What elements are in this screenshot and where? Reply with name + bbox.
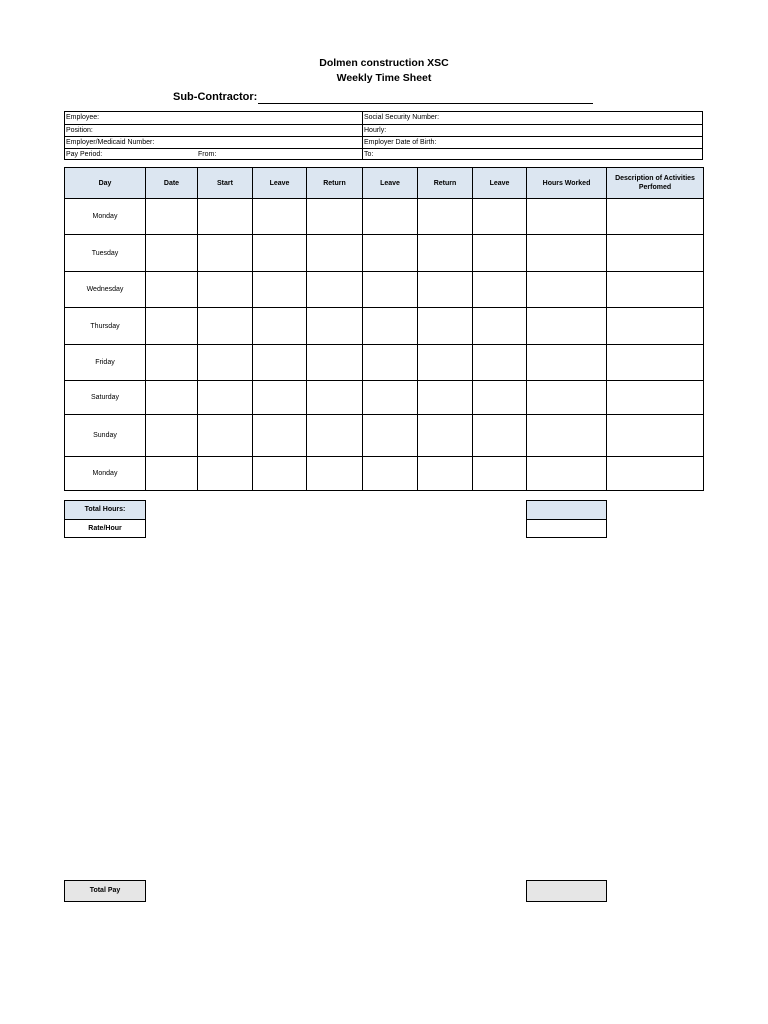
day-label: Monday xyxy=(65,457,146,491)
entry-cell[interactable] xyxy=(473,457,527,491)
entry-cell[interactable] xyxy=(198,235,253,272)
entry-cell[interactable] xyxy=(253,235,307,272)
entry-cell[interactable] xyxy=(253,308,307,345)
entry-cell[interactable] xyxy=(473,308,527,345)
entry-cell[interactable] xyxy=(198,457,253,491)
entry-cell[interactable] xyxy=(527,272,607,308)
info-row-4 xyxy=(65,148,702,160)
entry-cell[interactable] xyxy=(418,308,473,345)
timesheet-table xyxy=(64,167,704,491)
info-row-3 xyxy=(65,136,702,148)
table-row xyxy=(65,308,704,345)
total-hours-label: Total Hours: xyxy=(64,500,146,520)
entry-cell[interactable] xyxy=(146,457,198,491)
entry-cell[interactable] xyxy=(607,381,704,415)
entry-cell[interactable] xyxy=(473,272,527,308)
entry-cell[interactable] xyxy=(473,415,527,457)
entry-cell[interactable] xyxy=(146,308,198,345)
entry-cell[interactable] xyxy=(146,381,198,415)
pay-period-field[interactable]: Pay Period: xyxy=(66,151,103,158)
entry-cell[interactable] xyxy=(363,199,418,235)
company-title: Dolmen construction XSC xyxy=(319,57,449,69)
entry-cell[interactable] xyxy=(527,415,607,457)
table-row xyxy=(65,415,704,457)
entry-cell[interactable] xyxy=(363,415,418,457)
entry-cell[interactable] xyxy=(198,415,253,457)
entry-cell[interactable] xyxy=(146,415,198,457)
entry-cell[interactable] xyxy=(607,415,704,457)
day-label: Sunday xyxy=(65,415,146,457)
day-label: Thursday xyxy=(65,308,146,345)
entry-cell[interactable] xyxy=(307,381,363,415)
col-leave-3: Leave xyxy=(473,168,527,199)
col-day: Day xyxy=(65,168,146,199)
entry-cell[interactable] xyxy=(607,345,704,381)
entry-cell[interactable] xyxy=(198,199,253,235)
subcontractor-label: Sub-Contractor: xyxy=(173,91,258,103)
entry-cell[interactable] xyxy=(198,381,253,415)
subcontractor-line[interactable] xyxy=(258,103,593,104)
entry-cell[interactable] xyxy=(253,457,307,491)
entry-cell[interactable] xyxy=(527,457,607,491)
entry-cell[interactable] xyxy=(527,345,607,381)
to-field[interactable]: To: xyxy=(364,151,374,158)
info-row-1 xyxy=(65,112,702,124)
table-row xyxy=(65,272,704,308)
table-header-row xyxy=(65,168,704,199)
col-hours-worked: Hours Worked xyxy=(527,168,607,199)
entry-cell[interactable] xyxy=(146,199,198,235)
entry-cell[interactable] xyxy=(198,345,253,381)
entry-cell[interactable] xyxy=(473,199,527,235)
table-row xyxy=(65,345,704,381)
day-label: Friday xyxy=(65,345,146,381)
entry-cell[interactable] xyxy=(607,308,704,345)
entry-cell[interactable] xyxy=(527,235,607,272)
entry-cell[interactable] xyxy=(363,345,418,381)
col-date: Date xyxy=(146,168,198,199)
col-leave-2: Leave xyxy=(363,168,418,199)
entry-cell[interactable] xyxy=(607,272,704,308)
entry-cell[interactable] xyxy=(363,272,418,308)
entry-cell[interactable] xyxy=(607,457,704,491)
entry-cell[interactable] xyxy=(198,272,253,308)
entry-cell[interactable] xyxy=(307,308,363,345)
entry-cell[interactable] xyxy=(253,199,307,235)
col-description: Description of Activities Perfomed xyxy=(607,168,704,199)
entry-cell[interactable] xyxy=(473,235,527,272)
col-leave-1: Leave xyxy=(253,168,307,199)
entry-cell[interactable] xyxy=(307,235,363,272)
entry-cell[interactable] xyxy=(363,457,418,491)
table-row xyxy=(65,381,704,415)
table-row xyxy=(65,199,704,235)
entry-cell[interactable] xyxy=(607,199,704,235)
entry-cell[interactable] xyxy=(307,415,363,457)
entry-cell[interactable] xyxy=(418,272,473,308)
entry-cell[interactable] xyxy=(307,272,363,308)
sheet-title: Weekly Time Sheet xyxy=(336,72,432,84)
day-label: Monday xyxy=(65,199,146,235)
total-hours-value[interactable] xyxy=(526,500,607,520)
day-label: Tuesday xyxy=(65,235,146,272)
entry-cell[interactable] xyxy=(198,308,253,345)
entry-cell[interactable] xyxy=(307,345,363,381)
entry-cell[interactable] xyxy=(527,199,607,235)
entry-cell[interactable] xyxy=(146,345,198,381)
hourly-field[interactable]: Hourly: xyxy=(364,127,387,134)
employee-field[interactable]: Employee: xyxy=(66,114,100,121)
info-row-2 xyxy=(65,124,702,136)
entry-cell[interactable] xyxy=(473,345,527,381)
table-row xyxy=(65,457,704,491)
entry-cell[interactable] xyxy=(363,381,418,415)
col-return-1: Return xyxy=(307,168,363,199)
from-field[interactable]: From: xyxy=(198,151,217,158)
entry-cell[interactable] xyxy=(527,308,607,345)
entry-cell[interactable] xyxy=(146,235,198,272)
position-field[interactable]: Position: xyxy=(66,127,93,134)
entry-cell[interactable] xyxy=(527,381,607,415)
entry-cell[interactable] xyxy=(418,381,473,415)
entry-cell[interactable] xyxy=(307,457,363,491)
entry-cell[interactable] xyxy=(146,272,198,308)
col-return-2: Return xyxy=(418,168,473,199)
table-row xyxy=(65,235,704,272)
col-start: Start xyxy=(198,168,253,199)
day-label: Saturday xyxy=(65,381,146,415)
entry-cell[interactable] xyxy=(473,381,527,415)
rate-hour-value[interactable] xyxy=(526,519,607,538)
entry-cell[interactable] xyxy=(418,415,473,457)
entry-cell[interactable] xyxy=(253,272,307,308)
medicaid-field[interactable]: Employer/Medicaid Number: xyxy=(66,139,155,146)
entry-cell[interactable] xyxy=(418,235,473,272)
day-label: Wednesday xyxy=(65,272,146,308)
entry-cell[interactable] xyxy=(253,345,307,381)
entry-cell[interactable] xyxy=(363,308,418,345)
entry-cell[interactable] xyxy=(418,345,473,381)
total-pay-label: Total Pay xyxy=(64,880,146,902)
entry-cell[interactable] xyxy=(418,457,473,491)
entry-cell[interactable] xyxy=(307,199,363,235)
entry-cell[interactable] xyxy=(253,415,307,457)
total-pay-value[interactable] xyxy=(526,880,607,902)
rate-hour-label: Rate/Hour xyxy=(64,519,146,538)
entry-cell[interactable] xyxy=(418,199,473,235)
dob-field[interactable]: Employer Date of Birth: xyxy=(364,139,437,146)
ssn-field[interactable]: Social Security Number: xyxy=(364,114,440,121)
entry-cell[interactable] xyxy=(253,381,307,415)
entry-cell[interactable] xyxy=(607,235,704,272)
entry-cell[interactable] xyxy=(363,235,418,272)
employee-info-box xyxy=(64,111,703,160)
